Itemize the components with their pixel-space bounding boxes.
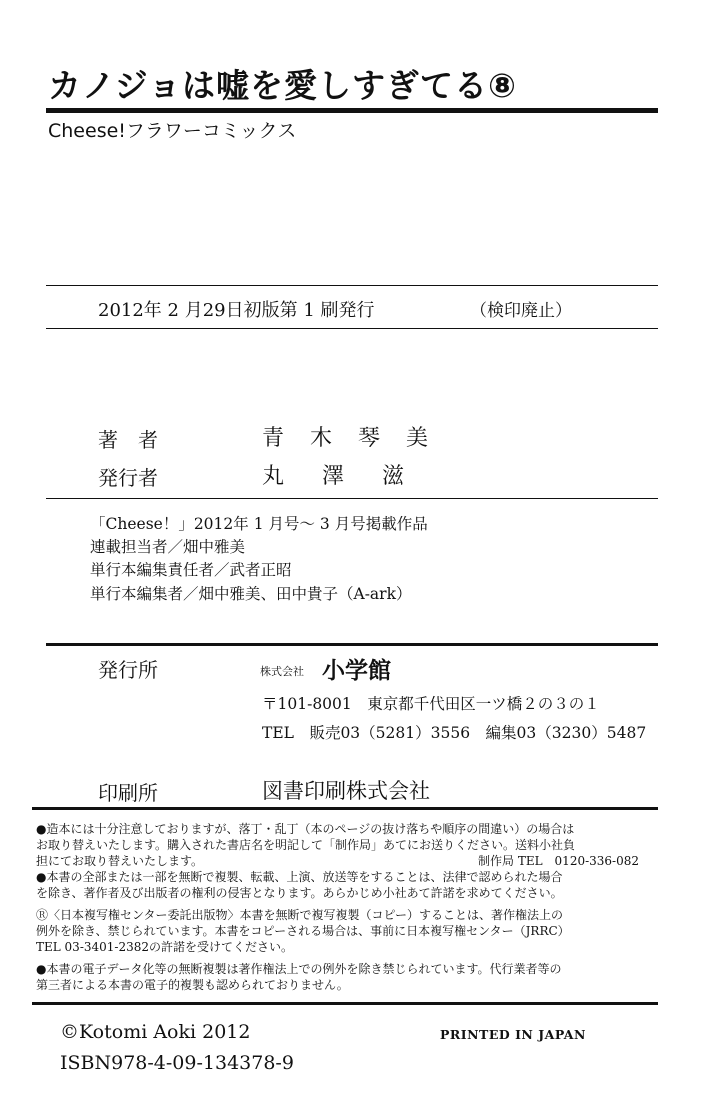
- printer-name: 図書印刷株式会社: [262, 779, 430, 803]
- date-top-rule: [46, 285, 658, 286]
- note-line: を除き、著作者及び出版者の権利の侵害となります。あらかじめ小社あて許諾を求めてください。: [36, 886, 563, 900]
- date-bottom-rule: [46, 328, 658, 329]
- note-line: TEL 03-3401-2382の許諾を受けてください。: [36, 940, 294, 954]
- isbn: ISBN978-4-09-134378-9: [60, 1052, 294, 1074]
- publisher-label: 発行所: [98, 658, 158, 682]
- note-line: 例外を除き、禁じられています。本書をコピーされる場合は、事前に日本複写権センター（JRRC）: [36, 924, 570, 938]
- note-line: Ⓡ〈日本複写権センター委託出版物〉本書を無断で複写複製（コピー）することは、著作権法上の: [36, 908, 564, 922]
- credit-line: 「Cheese！」2012年 1 月号～ 3 月号掲載作品: [90, 515, 428, 533]
- publisher-person-label: 発行者: [98, 466, 158, 490]
- copyright: ©Kotomi Aoki 2012: [60, 1021, 251, 1043]
- title-rule: [46, 108, 658, 113]
- note-line: 担にてお取り替えいたします。: [36, 854, 204, 868]
- publisher-tel: TEL 販売03（5281）3556 編集03（3230）5487: [262, 724, 647, 742]
- note-line: お取り替えいたします。購入された書店名を明記して「制作局」あてにお送りください。送料小社負: [36, 838, 576, 852]
- note-line: ●本書の全部または一部を無断で複製、転載、上演、放送等をすることは、法律で認められた場合: [36, 870, 563, 884]
- note-line: ●本書の電子データ化等の無断複製は著作権法上での例外を除き禁じられています。代行業者等の: [36, 962, 562, 976]
- author-label: 著 者: [98, 428, 158, 452]
- company-prefix: 株式会社: [260, 665, 304, 678]
- credit-line: 連載担当者／畑中雅美: [90, 538, 246, 556]
- author-name: 青木琴美: [262, 426, 455, 451]
- issue-date: 2012年 2 月29日初版第 1 刷発行: [98, 300, 375, 321]
- series-name: Cheese!フラワーコミックス: [48, 120, 297, 142]
- credit-line: 単行本編集者／畑中雅美、田中貴子（A-ark）: [90, 585, 412, 603]
- publisher-address: 〒101-8001 東京都千代田区一ツ橋２の３の１: [262, 695, 600, 713]
- publisher-company: 小学館: [322, 657, 391, 684]
- note-line: 第三者による本書の電子的複製も認められておりません。: [36, 978, 349, 992]
- publisher-top-rule: [46, 643, 658, 646]
- note-line: ●造本には十分注意しておりますが、落丁・乱丁（本のページの抜け落ちや順序の間違い）の場合は: [36, 822, 575, 836]
- printer-label: 印刷所: [98, 781, 158, 805]
- notes-bottom-rule: [32, 1002, 658, 1005]
- publisher-person-name: [262, 459, 442, 490]
- publisher-person-name-text: 丸澤滋: [262, 464, 443, 489]
- people-rule: [46, 498, 658, 499]
- notes-top-rule: [32, 807, 658, 810]
- production-tel: 制作局 TEL 0120-336-082: [478, 854, 640, 868]
- credit-line: 単行本編集責任者／武者正昭: [90, 561, 292, 579]
- seal-note: （検印廃止）: [470, 301, 572, 321]
- book-title: カノジョは嘘を愛しすぎてる⑧: [48, 66, 517, 105]
- printed-in-japan: PRINTED IN JAPAN: [440, 1027, 586, 1042]
